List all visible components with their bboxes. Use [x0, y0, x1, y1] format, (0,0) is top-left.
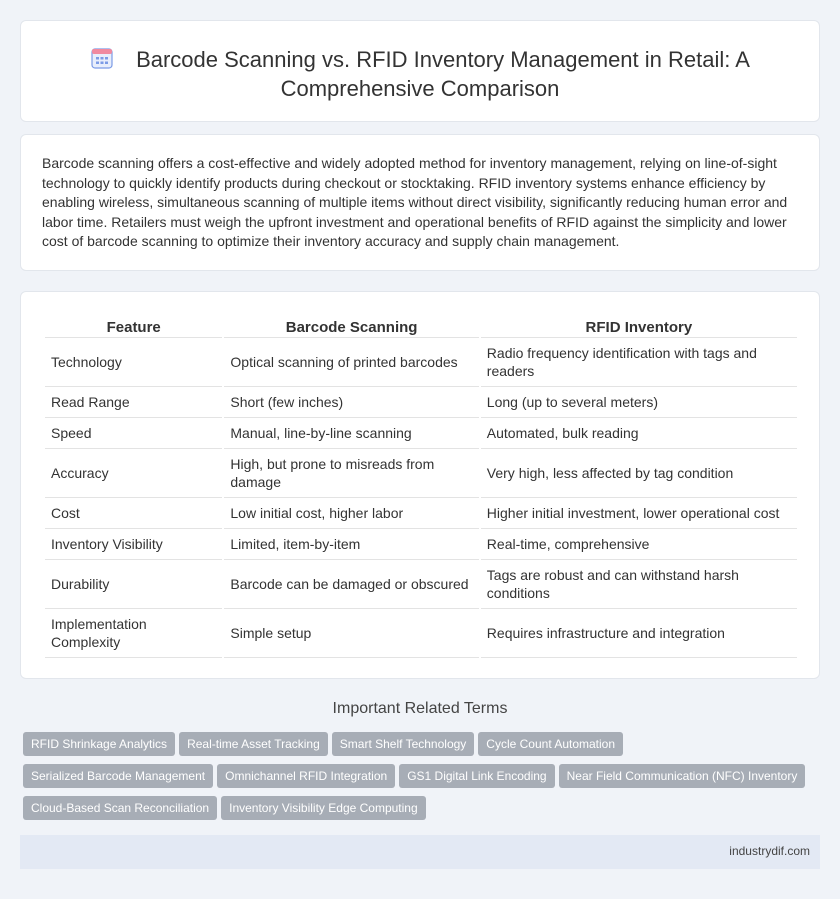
intro-card [20, 134, 820, 271]
comparison-table [43, 314, 799, 658]
feature-cell: Accuracy [45, 449, 222, 498]
table-header-row [45, 314, 797, 338]
feature-cell: Speed [45, 418, 222, 449]
comparison-table-card [20, 291, 820, 679]
related-term-tag[interactable]: Omnichannel RFID Integration [217, 764, 395, 788]
table-row [45, 449, 797, 498]
header-barcode: Barcode Scanning [224, 314, 478, 338]
barcode-cell: Simple setup [224, 609, 478, 658]
related-term-tag[interactable]: Cloud-Based Scan Reconciliation [23, 796, 217, 820]
calendar-icon [90, 46, 114, 70]
barcode-cell: Low initial cost, higher labor [224, 498, 478, 529]
related-term-tag[interactable]: Serialized Barcode Management [23, 764, 213, 788]
footer [20, 835, 820, 869]
related-term-tag[interactable]: GS1 Digital Link Encoding [399, 764, 554, 788]
tag-row [23, 764, 813, 796]
barcode-cell: Manual, line-by-line scanning [224, 418, 478, 449]
table-row [45, 560, 797, 609]
rfid-cell: Higher initial investment, lower operational cost [481, 498, 797, 529]
page-title-row [21, 45, 819, 103]
table-row [45, 418, 797, 449]
related-terms-tags [23, 732, 813, 828]
rfid-cell: Automated, bulk reading [481, 418, 797, 449]
footer-site[interactable]: industrydif.com [729, 844, 810, 858]
feature-cell: Cost [45, 498, 222, 529]
header-rfid: RFID Inventory [481, 314, 797, 338]
related-term-tag[interactable]: RFID Shrinkage Analytics [23, 732, 175, 756]
header-feature: Feature [45, 314, 222, 338]
table-row [45, 498, 797, 529]
table-row [45, 338, 797, 387]
related-term-tag[interactable]: Real-time Asset Tracking [179, 732, 328, 756]
feature-cell: Inventory Visibility [45, 529, 222, 560]
rfid-cell: Very high, less affected by tag condition [481, 449, 797, 498]
barcode-cell: Limited, item-by-item [224, 529, 478, 560]
rfid-cell: Long (up to several meters) [481, 387, 797, 418]
feature-cell: Implementation Complexity [45, 609, 222, 658]
related-terms-title: Important Related Terms [332, 700, 508, 717]
related-term-tag[interactable]: Cycle Count Automation [478, 732, 623, 756]
feature-cell: Durability [45, 560, 222, 609]
barcode-cell: High, but prone to misreads from damage [224, 449, 478, 498]
intro-paragraph: Barcode scanning offers a cost-effective and widely adopted method for inventory management, relying on line-of-sight technology to quickly identify products during checkout or stocktaking. RFID inventory systems enhance efficiency by enabling wireless, simultaneous scanning of multiple items without direct visibility, significantly reducing human error and labor time. Retailers must weigh the upfront investment and operational benefits of RFID against the simplicity and lower cost of barcode scanning to optimize their inventory accuracy and supply chain management. [42, 155, 788, 250]
barcode-cell: Barcode can be damaged or obscured [224, 560, 478, 609]
table-row [45, 529, 797, 560]
feature-cell: Read Range [45, 387, 222, 418]
page-title: Barcode Scanning vs. RFID Inventory Management in Retail: A Comprehensive Comparison [136, 47, 750, 101]
tag-row [23, 732, 813, 764]
barcode-cell: Short (few inches) [224, 387, 478, 418]
related-term-tag[interactable]: Inventory Visibility Edge Computing [221, 796, 426, 820]
rfid-cell: Requires infrastructure and integration [481, 609, 797, 658]
table-row [45, 609, 797, 658]
header-card [20, 20, 820, 122]
rfid-cell: Radio frequency identification with tags and readers [481, 338, 797, 387]
tag-row [23, 796, 813, 828]
feature-cell: Technology [45, 338, 222, 387]
table-row [45, 387, 797, 418]
barcode-cell: Optical scanning of printed barcodes [224, 338, 478, 387]
related-term-tag[interactable]: Near Field Communication (NFC) Inventory [559, 764, 806, 788]
rfid-cell: Real-time, comprehensive [481, 529, 797, 560]
related-term-tag[interactable]: Smart Shelf Technology [332, 732, 475, 756]
rfid-cell: Tags are robust and can withstand harsh conditions [481, 560, 797, 609]
